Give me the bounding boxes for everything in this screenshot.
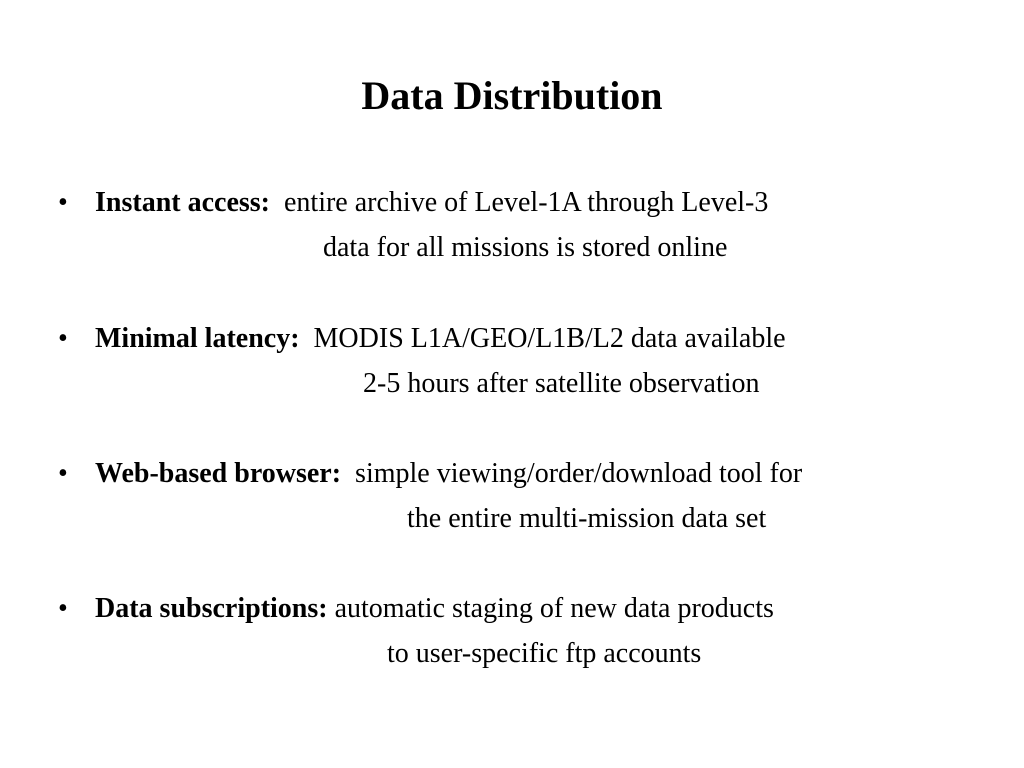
bullet-continuation: the entire multi-mission data set [407, 503, 767, 534]
bullet-continuation: data for all missions is stored online [323, 232, 728, 263]
bullet-marker: • [58, 458, 68, 489]
bullet-item-instant-access [58, 180, 768, 225]
bullet-term: Instant access: [95, 187, 270, 218]
bullet-continuation: to user-specific ftp accounts [387, 638, 702, 669]
bullet-text: automatic staging of new data products [334, 593, 774, 624]
bullet-text: MODIS L1A/GEO/L1B/L2 data available [313, 323, 786, 354]
bullet-item-minimal-latency [58, 316, 786, 361]
bullet-term: Data subscriptions: [95, 593, 328, 624]
bullet-continuation: 2-5 hours after satellite observation [363, 368, 760, 399]
slide-title: Data Distribution [361, 73, 663, 118]
bullet-marker: • [58, 593, 68, 624]
bullet-term: Minimal latency: [95, 323, 300, 354]
bullet-item-web-based-browser [58, 451, 802, 496]
bullet-text: entire archive of Level-1A through Level-3 [284, 187, 769, 218]
bullet-text: simple viewing/order/download tool for [355, 458, 803, 489]
bullet-item-data-subscriptions [58, 586, 774, 631]
bullet-term: Web-based browser: [95, 458, 342, 489]
bullet-marker: • [58, 187, 68, 218]
bullet-marker: • [58, 323, 68, 354]
